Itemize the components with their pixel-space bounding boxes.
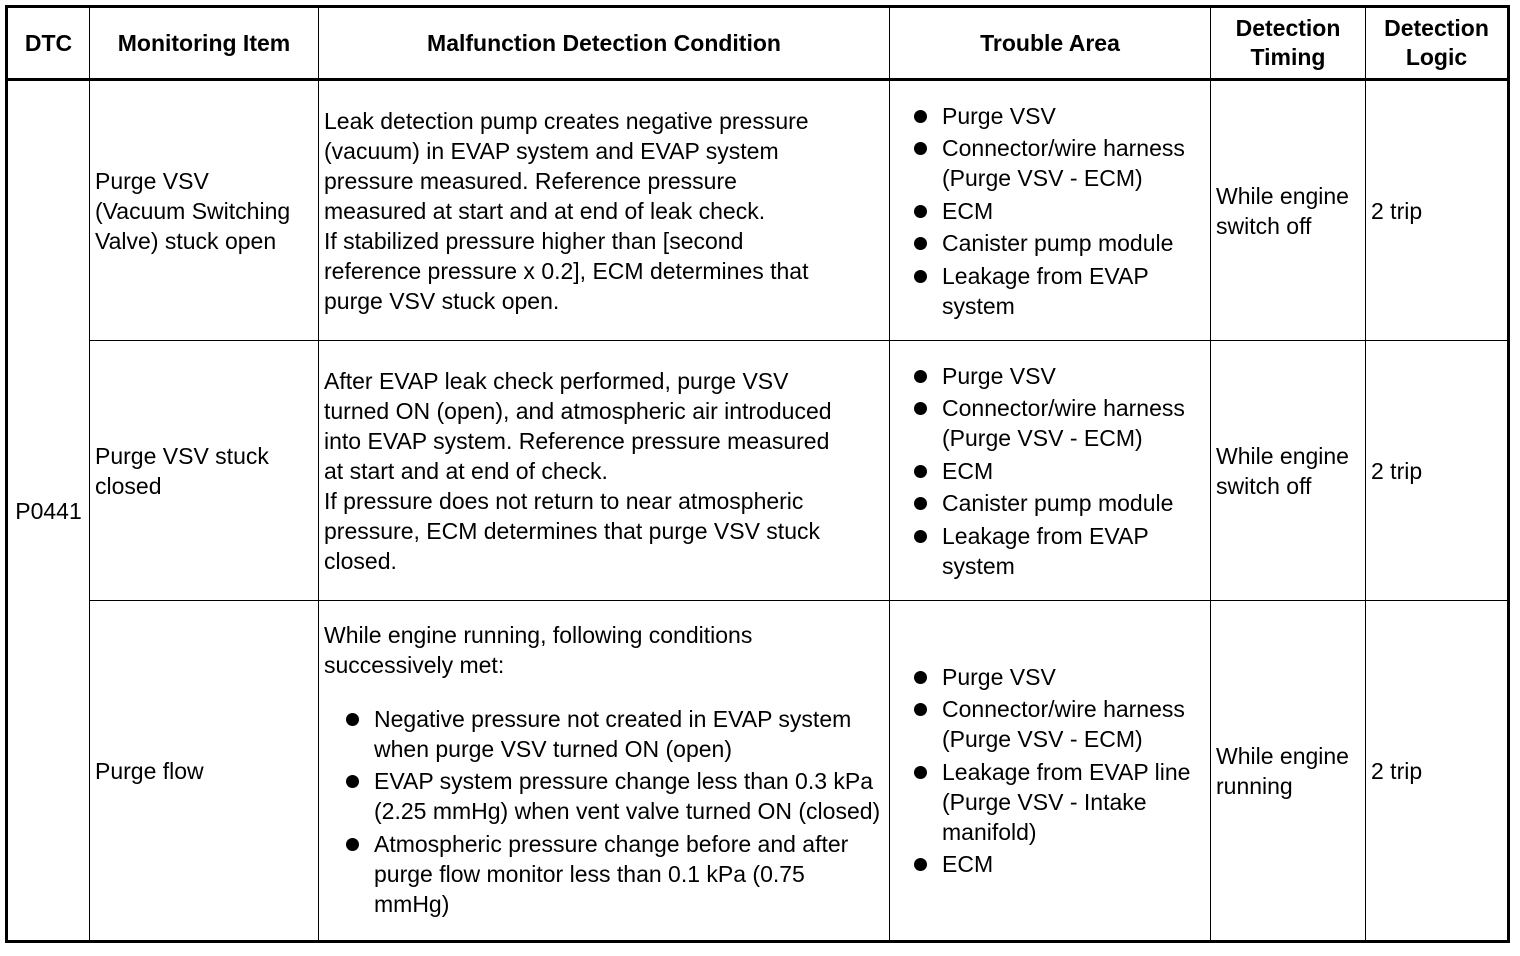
dtc-table	[5, 5, 1510, 943]
list-item: Negative pressure not created in EVAP system when purge VSV turned ON (open)	[344, 704, 884, 764]
trouble-area-cell	[890, 80, 1211, 341]
header-monitoring-item: Monitoring Item	[90, 7, 319, 80]
list-item: Atmospheric pressure change before and after purge flow monitor less than 0.1 kPa (0.75 mmHg)	[344, 829, 884, 919]
list-item: Canister pump module	[912, 228, 1205, 258]
list-item: Canister pump module	[912, 488, 1205, 518]
list-item: EVAP system pressure change less than 0.3 kPa (2.25 mmHg) when vent valve turned ON (closed)	[344, 766, 884, 826]
header-condition: Malfunction Detection Condition	[319, 7, 890, 80]
list-item: Connector/wire harness (Purge VSV - ECM)	[912, 694, 1205, 754]
header-trouble-area: Trouble Area	[890, 7, 1211, 80]
list-item: Purge VSV	[912, 101, 1205, 131]
monitoring-item-cell: Purge VSV (Vacuum Switching Valve) stuck open	[90, 80, 319, 341]
header-timing: Detection Timing	[1211, 7, 1366, 80]
list-item: Leakage from EVAP line (Purge VSV - Intake manifold)	[912, 757, 1205, 847]
list-item: ECM	[912, 196, 1205, 226]
logic-cell: 2 trip	[1366, 341, 1509, 601]
table-row	[7, 341, 1509, 601]
timing-cell: While engine switch off	[1211, 341, 1366, 601]
table-row	[7, 80, 1509, 341]
timing-cell: While engine running	[1211, 601, 1366, 942]
trouble-area-list	[912, 361, 1205, 581]
trouble-area-list	[912, 101, 1205, 321]
list-item: Connector/wire harness (Purge VSV - ECM)	[912, 393, 1205, 453]
list-item: Purge VSV	[912, 662, 1205, 692]
table-row	[7, 601, 1509, 942]
trouble-area-cell	[890, 341, 1211, 601]
header-logic: Detection Logic	[1366, 7, 1509, 80]
condition-cell: Leak detection pump creates negative pressure (vacuum) in EVAP system and EVAP system pressure measured. Reference pressure measured at start and at end of leak check. If stabilized pressure higher than [second reference pressure x 0.2], ECM determines that purge VSV stuck open.	[319, 80, 890, 341]
list-item: Leakage from EVAP system	[912, 261, 1205, 321]
list-item: Purge VSV	[912, 361, 1205, 391]
timing-cell: While engine switch off	[1211, 80, 1366, 341]
logic-cell: 2 trip	[1366, 601, 1509, 942]
condition-list	[324, 704, 884, 919]
list-item: ECM	[912, 849, 1205, 879]
logic-cell: 2 trip	[1366, 80, 1509, 341]
list-item: Leakage from EVAP system	[912, 521, 1205, 581]
header-row	[7, 7, 1509, 80]
dtc-code-cell: P0441	[7, 80, 90, 942]
trouble-area-cell	[890, 601, 1211, 942]
monitoring-item-cell: Purge flow	[90, 601, 319, 942]
list-item: ECM	[912, 456, 1205, 486]
list-item: Connector/wire harness (Purge VSV - ECM)	[912, 133, 1205, 193]
condition-cell	[319, 601, 890, 942]
condition-cell: After EVAP leak check performed, purge VSV turned ON (open), and atmospheric air introduced into EVAP system. Reference pressure measured at start and at end of check. If pressure does not return to near atmospheric pressure, ECM determines that purge VSV stuck closed.	[319, 341, 890, 601]
monitoring-item-cell: Purge VSV stuck closed	[90, 341, 319, 601]
condition-intro: While engine running, following conditions successively met:	[324, 621, 753, 678]
header-dtc: DTC	[7, 7, 90, 80]
trouble-area-list	[912, 662, 1205, 880]
